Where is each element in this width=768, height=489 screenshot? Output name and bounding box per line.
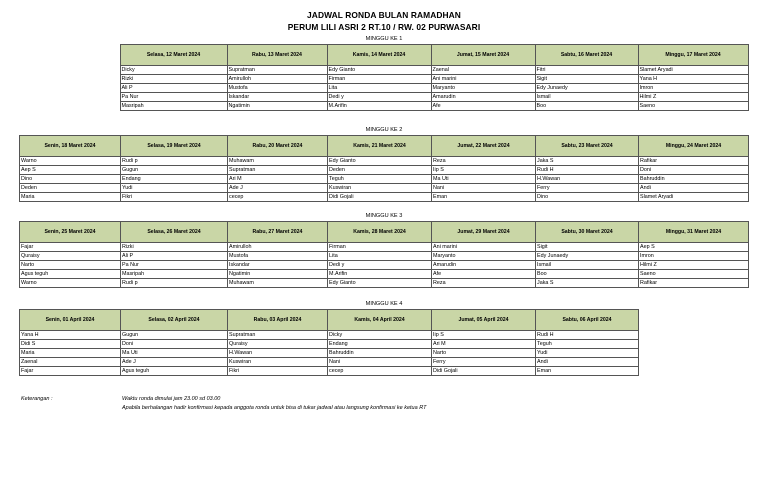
name-cell: Rudi p [121,157,228,166]
name-cell: Edy Junaedy [535,84,638,93]
name-cell: Ali P [120,84,227,93]
schedule-table [19,309,639,376]
day-header: Rabu, 20 Maret 2024 [228,136,328,157]
name-cell: Narto [432,349,536,358]
name-cell: Gugun [121,166,228,175]
name-cell: Narto [20,261,121,270]
table-row [20,331,639,340]
name-cell: Doni [639,166,749,175]
name-cell: Hilmi Z [639,261,749,270]
day-header: Jumat, 22 Maret 2024 [432,136,536,157]
table-row [20,175,749,184]
name-cell: Fitri [535,66,638,75]
day-header: Kamis, 21 Maret 2024 [328,136,432,157]
name-cell: Didi Gojali [432,367,536,376]
name-cell: Rudi H [536,331,639,340]
day-header: Senin, 18 Maret 2024 [20,136,121,157]
name-cell: Doni [121,340,228,349]
day-header: Minggu, 17 Maret 2024 [638,45,748,66]
name-cell: Ari M [228,175,328,184]
name-cell: Dicky [120,66,227,75]
name-cell: Maria [20,193,121,202]
name-cell: Masripah [120,102,227,111]
name-cell: Rafikar [639,279,749,288]
day-header: Jumat, 05 April 2024 [432,310,536,331]
name-cell: Lita [328,252,432,261]
name-cell: Endang [328,340,432,349]
name-cell: Reza [432,279,536,288]
name-cell: Iskandar [227,93,327,102]
name-cell: Ali P [121,252,228,261]
day-header: Kamis, 14 Maret 2024 [327,45,431,66]
day-header: Sabtu, 23 Maret 2024 [536,136,639,157]
name-cell: Eman [536,367,639,376]
table-row [20,166,749,175]
name-cell: Ngatimin [228,270,328,279]
name-cell: Yudi [121,184,228,193]
name-cell: Sigit [536,243,639,252]
name-cell: Ani marini [431,75,535,84]
schedule-table [19,44,749,111]
name-cell: Rafikar [639,157,749,166]
name-cell: Mustofa [227,84,327,93]
name-cell: Teguh [328,175,432,184]
name-cell: Fajar [20,243,121,252]
name-cell: Ismail [535,93,638,102]
day-header: Selasa, 19 Maret 2024 [121,136,228,157]
name-cell: Didi S [20,340,121,349]
day-header: Sabtu, 06 April 2024 [536,310,639,331]
name-cell: Bahruddin [328,349,432,358]
name-cell: Lita [327,84,431,93]
name-cell: Teguh [536,340,639,349]
name-cell: Afe [432,270,536,279]
day-header: Rabu, 03 April 2024 [228,310,328,331]
empty-cell [19,84,120,93]
name-cell: Rudi H [536,166,639,175]
name-cell: Edy Gianto [327,66,431,75]
name-cell: Slamet Aryadi [638,66,748,75]
day-header: Selasa, 02 April 2024 [121,310,228,331]
name-cell: Dedi y [328,261,432,270]
table-row [20,193,749,202]
name-cell: Firman [327,75,431,84]
name-cell: Ma Uti [432,175,536,184]
table-row [20,157,749,166]
notes-line-1: Waktu ronda dimulai jam 23.00 sd 03.00 [122,396,221,402]
name-cell: Bahruddin [639,175,749,184]
name-cell: Saeno [638,102,748,111]
name-cell: Ade J [121,358,228,367]
name-cell: Edy Junaedy [536,252,639,261]
name-cell: Maryanto [431,84,535,93]
table-row [20,261,749,270]
name-cell: Fikri [228,367,328,376]
name-cell: Ade J [228,184,328,193]
name-cell: Dino [536,193,639,202]
name-cell: Amirulloh [228,243,328,252]
name-cell: Rizki [120,75,227,84]
name-cell: H.Wawan [228,349,328,358]
name-cell: H.Wawan [536,175,639,184]
name-cell: Ferry [536,184,639,193]
name-cell: Masripah [121,270,228,279]
name-cell: Yana H [638,75,748,84]
name-cell: Dedi y [327,93,431,102]
name-cell: Iskandar [228,261,328,270]
name-cell: Imron [639,252,749,261]
table-row [20,252,749,261]
name-cell: Andi [639,184,749,193]
table-row [20,367,639,376]
name-cell: Deden [328,166,432,175]
table-row [19,102,748,111]
day-header: Minggu, 31 Maret 2024 [639,222,749,243]
day-header: Rabu, 27 Maret 2024 [228,222,328,243]
name-cell: Boo [536,270,639,279]
name-cell: Yudi [536,349,639,358]
name-cell: Fikri [121,193,228,202]
name-cell: Firman [328,243,432,252]
document-subtitle: PERUM LILI ASRI 2 RT.10 / RW. 02 PURWASARI [287,22,481,32]
name-cell: Dino [20,175,121,184]
name-cell: Supratman [227,66,327,75]
name-cell: Aep S [639,243,749,252]
day-header: Kamis, 04 April 2024 [328,310,432,331]
name-cell: Warno [20,157,121,166]
name-cell: Muhawam [228,157,328,166]
name-cell: Sigit [535,75,638,84]
name-cell: Dicky [328,331,432,340]
name-cell: Saeno [639,270,749,279]
name-cell: Pa Nur [120,93,227,102]
empty-cell [19,93,120,102]
name-cell: Ismail [536,261,639,270]
name-cell: Muhawam [228,279,328,288]
table-row [19,66,748,75]
name-cell: Amarudin [432,261,536,270]
document-title: JADWAL RONDA BULAN RAMADHAN [307,10,461,20]
name-cell: Hilmi Z [638,93,748,102]
table-row [19,84,748,93]
day-header: Jumat, 15 Maret 2024 [431,45,535,66]
day-header: Selasa, 26 Maret 2024 [121,222,228,243]
notes-line-2: Apabila berhalangan hadir konfirmasi kepada anggota ronda untuk bisa di tukar jadwal atau langsung konfirmasi ke ketua RT [122,405,427,411]
name-cell: M.Arifin [327,102,431,111]
name-cell: Amirulloh [227,75,327,84]
name-cell: Aep S [20,166,121,175]
week-label: MINGGU KE 2 [365,127,403,133]
week-label: MINGGU KE 3 [365,213,403,219]
name-cell: cecep [228,193,328,202]
name-cell: Slamet Aryadi [639,193,749,202]
name-cell: Warno [20,279,121,288]
name-cell: Agus teguh [121,367,228,376]
day-header: Jumat, 29 Maret 2024 [432,222,536,243]
name-cell: Nani [432,184,536,193]
schedule-table [19,221,749,288]
name-cell: Yana H [20,331,121,340]
name-cell: Afe [431,102,535,111]
table-row [20,349,639,358]
table-row [19,75,748,84]
empty-header-cell [19,45,120,66]
name-cell: Mustofa [228,252,328,261]
name-cell: Didi Gojali [328,193,432,202]
name-cell: Ngatimin [227,102,327,111]
name-cell: Kuswiran [228,358,328,367]
name-cell: Ari M [432,340,536,349]
name-cell: Edy Gianto [328,279,432,288]
table-row [20,279,749,288]
name-cell: Quraisy [20,252,121,261]
name-cell: Edy Gianto [328,157,432,166]
day-header: Minggu, 24 Maret 2024 [639,136,749,157]
name-cell: Eman [432,193,536,202]
table-row [19,93,748,102]
name-cell: Pa Nur [121,261,228,270]
name-cell: Fajar [20,367,121,376]
name-cell: Andi [536,358,639,367]
name-cell: Amarudin [431,93,535,102]
notes-label: Keterangan : [21,396,53,402]
day-header: Sabtu, 30 Maret 2024 [536,222,639,243]
day-header: Senin, 25 Maret 2024 [20,222,121,243]
name-cell: cecep [328,367,432,376]
day-header: Sabtu, 16 Maret 2024 [535,45,638,66]
name-cell: Deden [20,184,121,193]
name-cell: Ma Uti [121,349,228,358]
schedule-table [19,135,749,202]
name-cell: Imron [638,84,748,93]
name-cell: Quraisy [228,340,328,349]
empty-cell [19,75,120,84]
name-cell: Agus teguh [20,270,121,279]
name-cell: Maryanto [432,252,536,261]
week-label: MINGGU KE 4 [365,301,403,307]
name-cell: Zaenal [431,66,535,75]
name-cell: Zaenal [20,358,121,367]
table-row [20,270,749,279]
name-cell: Jaka S [536,157,639,166]
name-cell: Nani [328,358,432,367]
name-cell: Rudi p [121,279,228,288]
name-cell: Supratman [228,331,328,340]
empty-cell [19,66,120,75]
name-cell: Iip S [432,166,536,175]
name-cell: Maria [20,349,121,358]
day-header: Senin, 01 April 2024 [20,310,121,331]
name-cell: Ferry [432,358,536,367]
name-cell: Rizki [121,243,228,252]
day-header: Kamis, 28 Maret 2024 [328,222,432,243]
name-cell: Kuswiran [328,184,432,193]
table-row [20,340,639,349]
name-cell: Boo [535,102,638,111]
empty-cell [19,102,120,111]
name-cell: Jaka S [536,279,639,288]
name-cell: Iip S [432,331,536,340]
table-row [20,184,749,193]
name-cell: Reza [432,157,536,166]
table-row [20,243,749,252]
name-cell: M.Arifin [328,270,432,279]
name-cell: Supratman [228,166,328,175]
name-cell: Ani marini [432,243,536,252]
name-cell: Gugun [121,331,228,340]
week-label: MINGGU KE 1 [365,36,403,42]
table-row [20,358,639,367]
day-header: Rabu, 13 Maret 2024 [227,45,327,66]
name-cell: Endang [121,175,228,184]
day-header: Selasa, 12 Maret 2024 [120,45,227,66]
